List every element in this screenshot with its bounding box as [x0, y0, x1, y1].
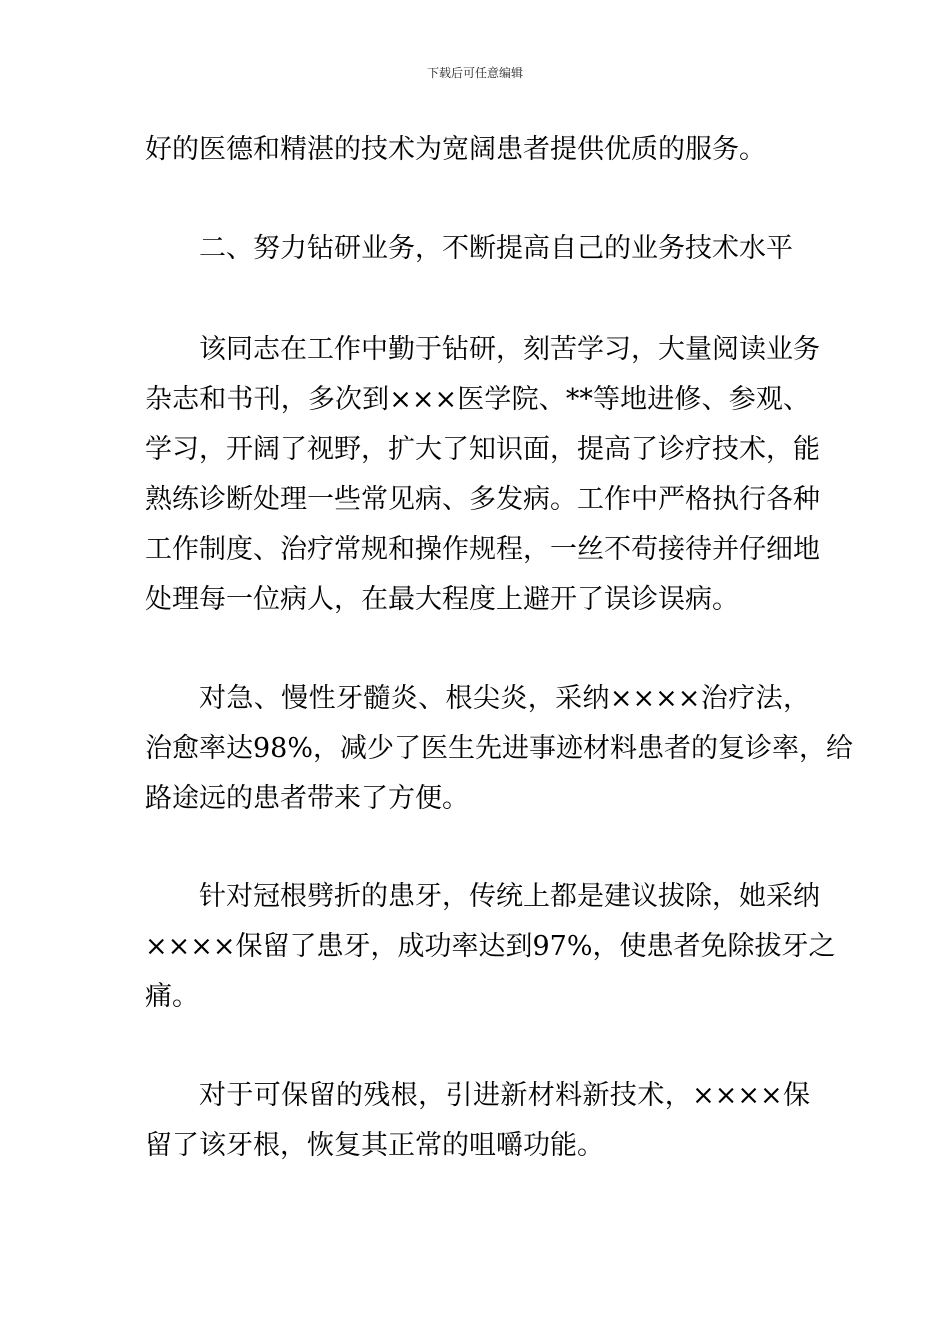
paragraph-line: 熟练诊断处理一些常见病、多发病。工作中严格执行各种	[145, 484, 820, 515]
paragraph-line: 处理每一位病人，在最大程度上避开了误诊误病。	[145, 584, 739, 615]
paragraph-line: 好的医德和精湛的技术为宽阔患者提供优质的服务。	[145, 134, 766, 165]
paragraph-line: 针对冠根劈折的患牙，传统上都是建议拔除，她采纳	[199, 881, 820, 912]
paragraph-line: 路途远的患者带来了方便。	[145, 783, 469, 814]
paragraph-line: 学习，开阔了视野，扩大了知识面，提高了诊疗技术，能	[145, 434, 820, 465]
section-heading: 二、努力钻研业务，不断提高自己的业务技术水平	[199, 233, 793, 264]
paragraph-line: 该同志在工作中勤于钻研，刻苦学习，大量阅读业务	[199, 334, 820, 365]
paragraph-line: 对急、慢性牙髓炎、根尖炎，采纳××××治疗法，	[199, 683, 810, 714]
paragraph-line: 治愈率达98%，减少了医生先进事迹材料患者的复诊率，给	[145, 733, 854, 764]
paragraph-line: 杂志和书刊，多次到×××医学院、**等地进修、参观、	[145, 384, 810, 415]
paragraph-line: 工作制度、治疗常规和操作规程，一丝不苟接待并仔细地	[145, 534, 820, 565]
paragraph-line: 留了该牙根，恢复其正常的咀嚼功能。	[145, 1130, 604, 1161]
paragraph-line: 对于可保留的残根，引进新材料新技术，××××保	[199, 1080, 810, 1111]
header-note: 下载后可任意编辑	[426, 66, 523, 80]
paragraph-line: 痛。	[145, 981, 199, 1012]
paragraph-line: ××××保留了患牙，成功率达到97%，使患者免除拔牙之	[145, 931, 836, 962]
